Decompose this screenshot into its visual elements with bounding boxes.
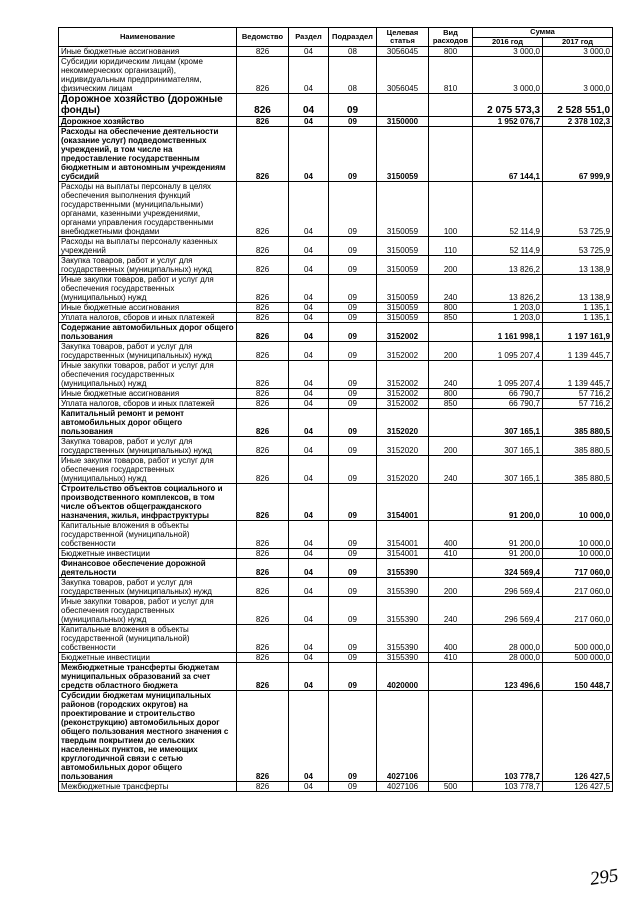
cell-subsection: 09: [329, 342, 377, 361]
cell-expense-type: [429, 127, 473, 182]
cell-department: 826: [237, 237, 289, 256]
cell-target: 3150059: [377, 182, 429, 237]
cell-target: 3150059: [377, 313, 429, 323]
cell-sum-2017: 57 716,2: [543, 399, 613, 409]
cell-subsection: 09: [329, 389, 377, 399]
table-row: [59, 313, 613, 323]
cell-name: Уплата налогов, сборов и иных платежей: [59, 399, 237, 409]
cell-target: 4027106: [377, 691, 429, 782]
table-row: [59, 389, 613, 399]
cell-department: 826: [237, 361, 289, 389]
table-row: [59, 559, 613, 578]
cell-target: 3150059: [377, 256, 429, 275]
cell-subsection: 09: [329, 653, 377, 663]
cell-section: 04: [289, 57, 329, 94]
cell-name: Расходы на выплаты персоналу казенных учреждений: [59, 237, 237, 256]
cell-sum-2017: 13 138,9: [543, 256, 613, 275]
cell-sum-2016: 13 826,2: [473, 256, 543, 275]
cell-target: 3152002: [377, 323, 429, 342]
cell-section: 04: [289, 578, 329, 597]
cell-target: 3152002: [377, 399, 429, 409]
cell-subsection: 09: [329, 313, 377, 323]
cell-name: Дорожное хозяйство: [59, 117, 237, 127]
cell-sum-2017: 385 880,5: [543, 456, 613, 484]
cell-target: 3154001: [377, 521, 429, 549]
cell-name: Капитальные вложения в объекты государственной (муниципальной) собственности: [59, 625, 237, 653]
cell-target: 3152002: [377, 361, 429, 389]
cell-expense-type: 200: [429, 437, 473, 456]
cell-sum-2017: 10 000,0: [543, 484, 613, 521]
table-row: [59, 182, 613, 237]
cell-name: Закупка товаров, работ и услуг для государственных (муниципальных) нужд: [59, 342, 237, 361]
cell-target: 3154001: [377, 484, 429, 521]
cell-name: Субсидии бюджетам муниципальных районов (городских округов) на проектирование и строительство (реконструкцию) автомобильных дорог общего пользования местного значения с твердым покрытием до сельских населенных пунктов, не имеющих круглогодичной связи с сетью автомобильных дорог общего пользования: [59, 691, 237, 782]
cell-section: 04: [289, 342, 329, 361]
cell-section: 04: [289, 521, 329, 549]
table-row: [59, 578, 613, 597]
cell-section: 04: [289, 389, 329, 399]
header-year-2017: 2017 год: [543, 37, 613, 47]
cell-name: Расходы на обеспечение деятельности (оказание услуг) подведомственных учреждений, в том числе на предоставление государственным бюджетным и автономным учреждениям субсидий: [59, 127, 237, 182]
cell-sum-2016: 3 000,0: [473, 57, 543, 94]
cell-section: 04: [289, 47, 329, 57]
cell-section: 04: [289, 361, 329, 389]
cell-name: Расходы на выплаты персоналу в целях обеспечения выполнения функций государственными (муниципальными) органами, казенными учреждениями, органами управления государственными внебюджетными фондами: [59, 182, 237, 237]
table-row: [59, 549, 613, 559]
table-row: [59, 456, 613, 484]
cell-name: Капитальный ремонт и ремонт автомобильных дорог общего пользования: [59, 409, 237, 437]
cell-department: 826: [237, 303, 289, 313]
cell-target: 3155390: [377, 625, 429, 653]
cell-section: 04: [289, 94, 329, 117]
cell-section: 04: [289, 182, 329, 237]
cell-sum-2016: 2 075 573,3: [473, 94, 543, 117]
cell-name: Закупка товаров, работ и услуг для государственных (муниципальных) нужд: [59, 437, 237, 456]
cell-name: Закупка товаров, работ и услуг для государственных (муниципальных) нужд: [59, 578, 237, 597]
cell-expense-type: [429, 323, 473, 342]
page-number: 295: [588, 865, 620, 890]
cell-target: 3056045: [377, 57, 429, 94]
cell-target: 4027106: [377, 782, 429, 792]
cell-subsection: 08: [329, 47, 377, 57]
header-sum: Сумма: [473, 28, 613, 38]
cell-sum-2016: 3 000,0: [473, 47, 543, 57]
cell-name: Содержание автомобильных дорог общего пользования: [59, 323, 237, 342]
cell-expense-type: [429, 94, 473, 117]
cell-section: 04: [289, 663, 329, 691]
budget-table: [58, 27, 613, 792]
cell-department: 826: [237, 399, 289, 409]
cell-sum-2016: 1 203,0: [473, 303, 543, 313]
cell-sum-2017: 217 060,0: [543, 597, 613, 625]
cell-subsection: 09: [329, 323, 377, 342]
cell-sum-2016: 296 569,4: [473, 597, 543, 625]
cell-sum-2016: 307 165,1: [473, 437, 543, 456]
cell-target: 3056045: [377, 47, 429, 57]
cell-expense-type: 800: [429, 303, 473, 313]
cell-sum-2016: 1 161 998,1: [473, 323, 543, 342]
cell-subsection: 09: [329, 559, 377, 578]
table-row: [59, 237, 613, 256]
cell-subsection: 09: [329, 691, 377, 782]
cell-department: 826: [237, 625, 289, 653]
cell-subsection: 09: [329, 409, 377, 437]
cell-subsection: 09: [329, 256, 377, 275]
cell-section: 04: [289, 456, 329, 484]
cell-target: 3150059: [377, 237, 429, 256]
cell-section: 04: [289, 691, 329, 782]
cell-expense-type: 110: [429, 237, 473, 256]
cell-sum-2016: 1 095 207,4: [473, 361, 543, 389]
header-section: Раздел: [289, 28, 329, 47]
cell-sum-2016: 1 952 076,7: [473, 117, 543, 127]
cell-expense-type: 850: [429, 399, 473, 409]
cell-department: 826: [237, 275, 289, 303]
cell-expense-type: 410: [429, 653, 473, 663]
cell-department: 826: [237, 256, 289, 275]
cell-subsection: 09: [329, 182, 377, 237]
cell-department: 826: [237, 456, 289, 484]
cell-subsection: 09: [329, 303, 377, 313]
header-year-2016: 2016 год: [473, 37, 543, 47]
cell-target: 3154001: [377, 549, 429, 559]
cell-sum-2016: 66 790,7: [473, 399, 543, 409]
cell-expense-type: 100: [429, 182, 473, 237]
cell-department: 826: [237, 409, 289, 437]
cell-target: 3150000: [377, 117, 429, 127]
cell-subsection: 09: [329, 782, 377, 792]
cell-department: 826: [237, 182, 289, 237]
cell-section: 04: [289, 399, 329, 409]
cell-sum-2017: 126 427,5: [543, 782, 613, 792]
cell-section: 04: [289, 653, 329, 663]
cell-section: 04: [289, 275, 329, 303]
table-row: [59, 597, 613, 625]
cell-name: Иные бюджетные ассигнования: [59, 47, 237, 57]
cell-section: 04: [289, 437, 329, 456]
cell-section: 04: [289, 484, 329, 521]
cell-name: Бюджетные инвестиции: [59, 653, 237, 663]
table-row: [59, 47, 613, 57]
cell-sum-2016: 103 778,7: [473, 691, 543, 782]
header-subsection: Подраздел: [329, 28, 377, 47]
table-row: [59, 361, 613, 389]
cell-subsection: 09: [329, 117, 377, 127]
cell-sum-2017: 1 135,1: [543, 303, 613, 313]
header-department: Ведомство: [237, 28, 289, 47]
cell-sum-2016: 66 790,7: [473, 389, 543, 399]
cell-subsection: 09: [329, 437, 377, 456]
cell-expense-type: 850: [429, 313, 473, 323]
cell-department: 826: [237, 313, 289, 323]
cell-name: Межбюджетные трансферты бюджетам муниципальных образований за счет средств областного бюджета: [59, 663, 237, 691]
cell-expense-type: 800: [429, 47, 473, 57]
cell-expense-type: 200: [429, 256, 473, 275]
cell-name: Иные бюджетные ассигнования: [59, 303, 237, 313]
table-row: [59, 521, 613, 549]
header-target: Целевая статья: [377, 28, 429, 47]
cell-name: Субсидии юридическим лицам (кроме некоммерческих организаций), индивидуальным предпринимателям, физическим лицам: [59, 57, 237, 94]
table-row: [59, 653, 613, 663]
table-row: [59, 625, 613, 653]
cell-expense-type: [429, 691, 473, 782]
cell-sum-2016: 324 569,4: [473, 559, 543, 578]
cell-sum-2017: 1 139 445,7: [543, 342, 613, 361]
cell-subsection: 09: [329, 663, 377, 691]
cell-subsection: 09: [329, 597, 377, 625]
cell-sum-2016: 1 203,0: [473, 313, 543, 323]
cell-target: 3155390: [377, 559, 429, 578]
cell-target: 3152020: [377, 456, 429, 484]
cell-sum-2016: 91 200,0: [473, 549, 543, 559]
cell-section: 04: [289, 303, 329, 313]
table-header-row: [59, 28, 613, 38]
cell-sum-2017: 500 000,0: [543, 625, 613, 653]
cell-target: 3150059: [377, 127, 429, 182]
table-row: [59, 409, 613, 437]
cell-name: Иные закупки товаров, работ и услуг для обеспечения государственных (муниципальных) нужд: [59, 456, 237, 484]
cell-section: 04: [289, 323, 329, 342]
cell-expense-type: 200: [429, 342, 473, 361]
table-row: [59, 342, 613, 361]
cell-target: 3152020: [377, 437, 429, 456]
table-row: [59, 437, 613, 456]
header-expense-type: Вид расходов: [429, 28, 473, 47]
table-row: [59, 782, 613, 792]
cell-sum-2016: 52 114,9: [473, 237, 543, 256]
cell-expense-type: 400: [429, 625, 473, 653]
cell-section: 04: [289, 127, 329, 182]
cell-subsection: 09: [329, 549, 377, 559]
cell-department: 826: [237, 559, 289, 578]
table-row: [59, 275, 613, 303]
cell-department: 826: [237, 94, 289, 117]
cell-section: 04: [289, 313, 329, 323]
cell-name: Капитальные вложения в объекты государственной (муниципальной) собственности: [59, 521, 237, 549]
cell-sum-2016: 307 165,1: [473, 456, 543, 484]
cell-subsection: 09: [329, 94, 377, 117]
cell-target: [377, 94, 429, 117]
cell-name: Иные закупки товаров, работ и услуг для обеспечения государственных (муниципальных) нужд: [59, 275, 237, 303]
table-row: [59, 57, 613, 94]
cell-expense-type: [429, 409, 473, 437]
cell-sum-2017: 1 139 445,7: [543, 361, 613, 389]
cell-name: Финансовое обеспечение дорожной деятельности: [59, 559, 237, 578]
cell-expense-type: [429, 559, 473, 578]
cell-sum-2017: 10 000,0: [543, 521, 613, 549]
cell-name: Иные бюджетные ассигнования: [59, 389, 237, 399]
cell-section: 04: [289, 625, 329, 653]
table-row: [59, 256, 613, 275]
cell-department: 826: [237, 653, 289, 663]
cell-name: Закупка товаров, работ и услуг для государственных (муниципальных) нужд: [59, 256, 237, 275]
cell-expense-type: [429, 117, 473, 127]
cell-sum-2017: 126 427,5: [543, 691, 613, 782]
header-name: Наименование: [59, 28, 237, 47]
table-body: [59, 47, 613, 792]
cell-sum-2017: 53 725,9: [543, 182, 613, 237]
cell-subsection: 09: [329, 399, 377, 409]
cell-department: 826: [237, 342, 289, 361]
table-row: [59, 323, 613, 342]
cell-subsection: 09: [329, 275, 377, 303]
cell-department: 826: [237, 521, 289, 549]
table-row: [59, 127, 613, 182]
table-row: [59, 663, 613, 691]
cell-sum-2017: 1 135,1: [543, 313, 613, 323]
cell-target: 3150059: [377, 303, 429, 313]
table-row: [59, 94, 613, 117]
cell-target: 3155390: [377, 653, 429, 663]
cell-target: 3152002: [377, 389, 429, 399]
table-row: [59, 117, 613, 127]
cell-department: 826: [237, 484, 289, 521]
cell-subsection: 09: [329, 127, 377, 182]
cell-subsection: 09: [329, 521, 377, 549]
cell-sum-2017: 2 528 551,0: [543, 94, 613, 117]
cell-department: 826: [237, 782, 289, 792]
cell-sum-2017: 3 000,0: [543, 47, 613, 57]
cell-expense-type: [429, 663, 473, 691]
table-row: [59, 303, 613, 313]
cell-sum-2017: 385 880,5: [543, 409, 613, 437]
cell-department: 826: [237, 323, 289, 342]
cell-sum-2016: 28 000,0: [473, 653, 543, 663]
cell-subsection: 09: [329, 625, 377, 653]
cell-sum-2016: 103 778,7: [473, 782, 543, 792]
cell-sum-2017: 2 378 102,3: [543, 117, 613, 127]
cell-target: 3152002: [377, 342, 429, 361]
cell-department: 826: [237, 549, 289, 559]
cell-expense-type: 240: [429, 597, 473, 625]
cell-department: 826: [237, 117, 289, 127]
cell-sum-2017: 500 000,0: [543, 653, 613, 663]
cell-sum-2016: 13 826,2: [473, 275, 543, 303]
cell-expense-type: 800: [429, 389, 473, 399]
cell-name: Строительство объектов социального и производственного комплексов, в том числе объектов общегражданского назначения, жилья, инфраструктуры: [59, 484, 237, 521]
cell-sum-2017: 717 060,0: [543, 559, 613, 578]
cell-department: 826: [237, 691, 289, 782]
cell-section: 04: [289, 597, 329, 625]
cell-department: 826: [237, 127, 289, 182]
cell-sum-2017: 10 000,0: [543, 549, 613, 559]
cell-subsection: 09: [329, 237, 377, 256]
cell-subsection: 09: [329, 361, 377, 389]
cell-expense-type: 500: [429, 782, 473, 792]
cell-expense-type: 410: [429, 549, 473, 559]
cell-section: 04: [289, 409, 329, 437]
cell-expense-type: 240: [429, 456, 473, 484]
cell-sum-2017: 13 138,9: [543, 275, 613, 303]
cell-sum-2017: 67 999,9: [543, 127, 613, 182]
cell-name: Уплата налогов, сборов и иных платежей: [59, 313, 237, 323]
cell-subsection: 09: [329, 578, 377, 597]
cell-department: 826: [237, 57, 289, 94]
cell-name: Дорожное хозяйство (дорожные фонды): [59, 94, 237, 117]
cell-expense-type: 200: [429, 578, 473, 597]
cell-section: 04: [289, 256, 329, 275]
cell-sum-2016: 67 144,1: [473, 127, 543, 182]
cell-sum-2016: 91 200,0: [473, 521, 543, 549]
cell-section: 04: [289, 559, 329, 578]
table-row: [59, 691, 613, 782]
cell-sum-2017: 385 880,5: [543, 437, 613, 456]
cell-expense-type: 240: [429, 361, 473, 389]
cell-sum-2017: 57 716,2: [543, 389, 613, 399]
cell-subsection: 08: [329, 57, 377, 94]
cell-sum-2016: 123 496,6: [473, 663, 543, 691]
cell-section: 04: [289, 782, 329, 792]
cell-sum-2017: 217 060,0: [543, 578, 613, 597]
cell-target: 3155390: [377, 578, 429, 597]
cell-target: 3152020: [377, 409, 429, 437]
cell-target: 3155390: [377, 597, 429, 625]
cell-sum-2016: 307 165,1: [473, 409, 543, 437]
cell-subsection: 09: [329, 456, 377, 484]
cell-name: Бюджетные инвестиции: [59, 549, 237, 559]
cell-expense-type: [429, 484, 473, 521]
cell-department: 826: [237, 578, 289, 597]
cell-name: Иные закупки товаров, работ и услуг для обеспечения государственных (муниципальных) нужд: [59, 361, 237, 389]
cell-department: 826: [237, 47, 289, 57]
cell-sum-2017: 150 448,7: [543, 663, 613, 691]
table-row: [59, 484, 613, 521]
cell-name: Межбюджетные трансферты: [59, 782, 237, 792]
cell-target: 3150059: [377, 275, 429, 303]
cell-subsection: 09: [329, 484, 377, 521]
cell-section: 04: [289, 549, 329, 559]
cell-section: 04: [289, 117, 329, 127]
cell-sum-2016: 1 095 207,4: [473, 342, 543, 361]
cell-expense-type: 400: [429, 521, 473, 549]
cell-department: 826: [237, 389, 289, 399]
cell-sum-2017: 1 197 161,9: [543, 323, 613, 342]
cell-sum-2016: 28 000,0: [473, 625, 543, 653]
cell-department: 826: [237, 437, 289, 456]
cell-name: Иные закупки товаров, работ и услуг для обеспечения государственных (муниципальных) нужд: [59, 597, 237, 625]
table-row: [59, 399, 613, 409]
cell-target: 4020000: [377, 663, 429, 691]
cell-sum-2016: 296 569,4: [473, 578, 543, 597]
cell-department: 826: [237, 663, 289, 691]
cell-sum-2017: 3 000,0: [543, 57, 613, 94]
cell-sum-2016: 52 114,9: [473, 182, 543, 237]
cell-sum-2017: 53 725,9: [543, 237, 613, 256]
cell-department: 826: [237, 597, 289, 625]
cell-expense-type: 810: [429, 57, 473, 94]
cell-section: 04: [289, 237, 329, 256]
cell-expense-type: 240: [429, 275, 473, 303]
cell-sum-2016: 91 200,0: [473, 484, 543, 521]
